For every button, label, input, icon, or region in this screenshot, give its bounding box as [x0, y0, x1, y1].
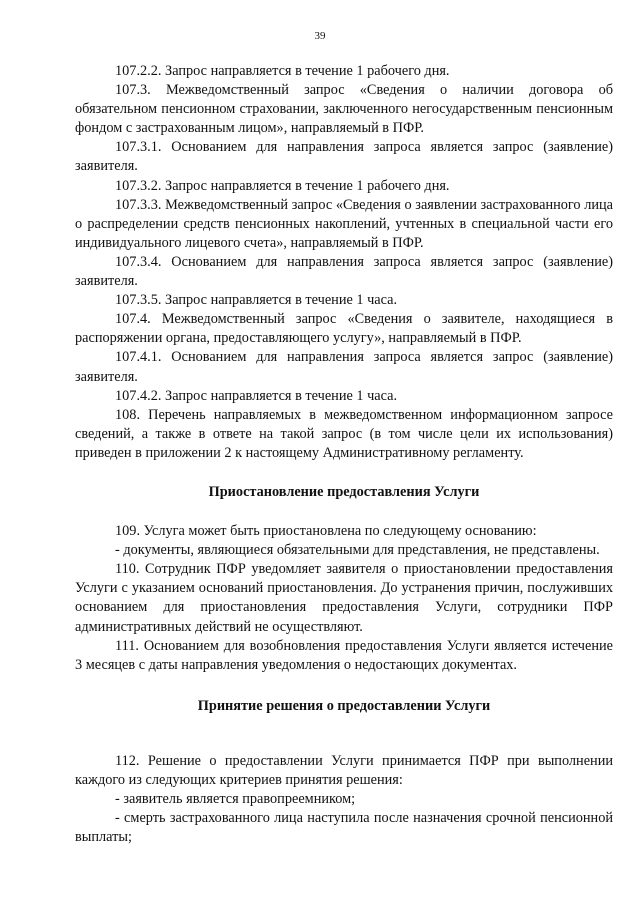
paragraph-107-3-2: 107.3.2. Запрос направляется в течение 1 рабочего дня. [115, 177, 450, 194]
paragraph-109: 109. Услуга может быть приостановлена по следующему основанию: [115, 523, 537, 540]
page-number: 39 [314, 30, 326, 42]
document-body [75, 62, 613, 847]
paragraph-107-4-2: 107.4.2. Запрос направляется в течение 1 часа. [115, 387, 398, 404]
section-heading-suspension: Приостановление предоставления Услуги [208, 483, 480, 500]
paragraph-110: 110. Сотрудник ПФР уведомляет заявителя о приостановлении предоставления Услуги с указанием оснований приостановления. До устранения причин, послуживших основанием для приостановления предоставления Услуги, сотрудники ПФР административных действий не осуществляют. [75, 561, 613, 635]
section-heading-decision: Принятие решения о предоставлении Услуги [197, 697, 491, 714]
paragraph-107-4: 107.4. Межведомственный запрос «Сведения о заявителе, находящиеся в распоряжении органа, предоставляющего услугу», направляемый в ПФР. [75, 311, 613, 347]
bullet-successor: - заявитель является правопреемником; [115, 791, 356, 808]
paragraph-107-3: 107.3. Межведомственный запрос «Сведения о наличии договора об обязательном пенсионном страховании, заключенного негосударственным пенсионным фондом с застрахованным лицом», направляемый в ПФР. [75, 82, 613, 137]
bullet-documents-not-provided: - документы, являющиеся обязательными для представления, не представлены. [115, 542, 600, 559]
paragraph-107-2-2: 107.2.2. Запрос направляется в течение 1 рабочего дня. [115, 63, 450, 79]
paragraph-107-3-1: 107.3.1. Основанием для направления запроса является запрос (заявление) заявителя. [75, 139, 613, 175]
paragraph-107-3-5: 107.3.5. Запрос направляется в течение 1 часа. [115, 292, 398, 309]
bullet-death-after-payment: - смерть застрахованного лица наступила после назначения срочной пенсионной выплаты; [75, 810, 613, 846]
paragraph-111: 111. Основанием для возобновления предоставления Услуги является истечение 3 месяцев с даты направления уведомления о недостающих документах. [75, 637, 613, 673]
paragraph-107-4-1: 107.4.1. Основанием для направления запроса является запрос (заявление) заявителя. [75, 349, 613, 385]
paragraph-107-3-3: 107.3.3. Межведомственный запрос «Сведения о заявлении застрахованного лица о распределении средств пенсионных накоплений, учтенных в специальной части его индивидуального лицевого счета», направляемый в ПФР. [75, 196, 613, 251]
paragraph-108: 108. Перечень направляемых в межведомственном информационном запросе сведений, а также в ответе на такой запрос (в том числе цели их использования) приведен в приложении 2 к настоящему Административному регламенту. [75, 406, 613, 461]
paragraph-112: 112. Решение о предоставлении Услуги принимается ПФР при выполнении каждого из следующих критериев принятия решения: [75, 752, 613, 788]
paragraph-107-3-4: 107.3.4. Основанием для направления запроса является запрос (заявление) заявителя. [75, 253, 613, 290]
